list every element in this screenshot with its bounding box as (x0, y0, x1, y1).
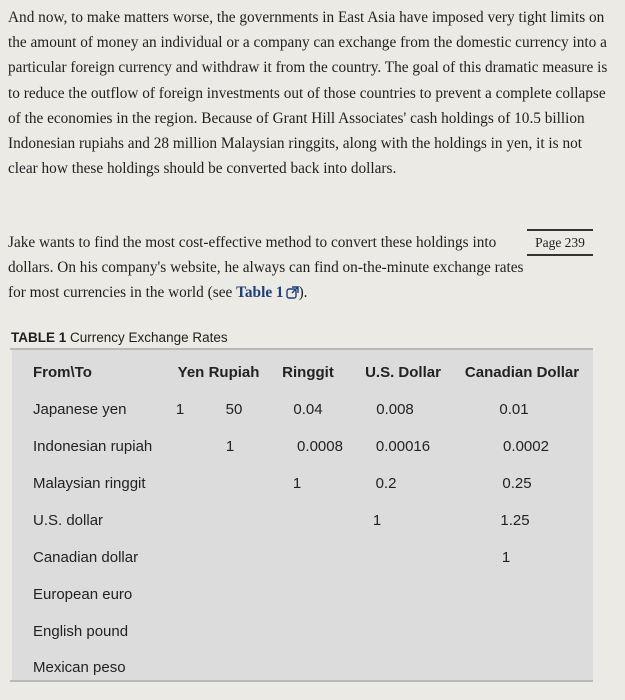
row-label: U.S. dollar (33, 512, 104, 529)
exchange-rate-table (12, 350, 593, 680)
external-link-icon (286, 282, 299, 295)
jake-paragraph (8, 230, 528, 306)
header-from-to: From\To (33, 364, 92, 381)
header-us-dollar: U.S. Dollar (365, 364, 441, 381)
table-1-link-label: Table 1 (236, 284, 284, 302)
cell-rupiah: 1 (225, 438, 235, 455)
cell-cad: 1.25 (500, 512, 530, 529)
header-ringgit: Ringgit (282, 364, 334, 381)
jake-paragraph-text: Jake wants to find the most cost-effective method to convert these holdings into dollars. On his company's website, he always can find on-the-minute exchange rates for most currencies in the world (see (8, 234, 524, 302)
table-caption-title: Currency Exchange Rates (70, 330, 228, 345)
jake-paragraph-end: ). (298, 284, 308, 302)
table-bottom-rule (10, 680, 593, 682)
row-label: Canadian dollar (33, 549, 139, 566)
intro-paragraph: And now, to make matters worse, the governments in East Asia have imposed very tight limits on the amount of money an individual or a company can exchange from the domestic currency into a particular foreign currency and withdraw it from the country. The goal of this dramatic measure is to reduce the outflow of foreign investments out of those countries to prevent a complete collapse of the economies in the region. Because of Grant Hill Associates' cash holdings of 10.5 billion Indonesian rupiahs and 28 million Malaysian ringgits, along with the holdings in yen, it is not clear how these holdings should be converted back into dollars. (8, 9, 608, 178)
cell-usd: 0.008 (376, 401, 414, 418)
cell-usd: 0.2 (375, 475, 397, 492)
header-yen: Yen (177, 364, 205, 381)
cell-rupiah: 50 (225, 401, 243, 418)
cell-cad: 0.25 (502, 475, 532, 492)
cell-usd: 0.00016 (375, 438, 431, 455)
table-caption (11, 330, 228, 345)
row-label: European euro (33, 586, 133, 603)
cell-ringgit: 1 (292, 475, 302, 492)
row-label: English pound (33, 623, 129, 640)
page-reference-marker: Page 239 (527, 229, 593, 256)
table-1-link[interactable] (236, 284, 298, 301)
row-label: Japanese yen (33, 401, 127, 418)
cell-ringgit: 0.0008 (297, 438, 343, 455)
cell-cad: 0.01 (499, 401, 529, 418)
header-rupiah: Rupiah (208, 364, 260, 381)
cell-usd: 1 (372, 512, 382, 529)
row-label: Malaysian ringgit (33, 475, 146, 492)
cell-yen: 1 (175, 401, 185, 418)
table-caption-label: TABLE 1 (11, 330, 67, 345)
header-canadian-dollar: Canadian Dollar (464, 364, 580, 381)
cell-ringgit: 0.04 (293, 401, 323, 418)
row-label: Mexican peso (33, 659, 126, 676)
cell-cad: 1 (501, 549, 511, 566)
cell-cad: 0.0002 (503, 438, 549, 455)
row-label: Indonesian rupiah (33, 438, 153, 455)
